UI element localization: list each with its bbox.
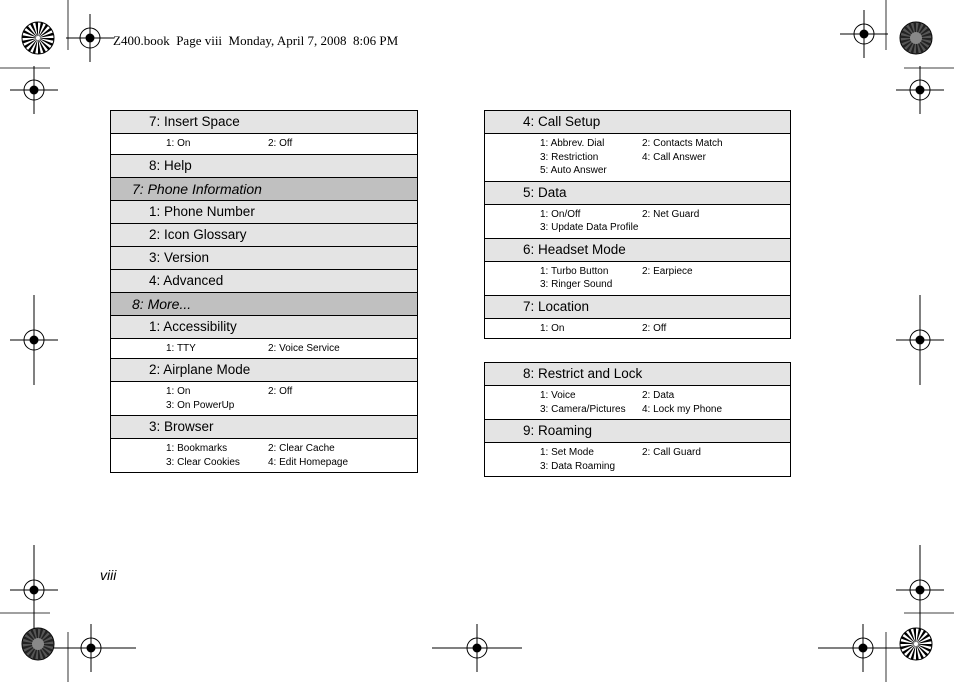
pinwheel-mark-icon bbox=[21, 627, 55, 661]
menu-option: 3: On PowerUp bbox=[166, 399, 235, 411]
page-number: viii bbox=[100, 567, 117, 583]
menu-option: 1: On/Off bbox=[540, 208, 581, 220]
menu-option: 1: Abbrev. Dial bbox=[540, 138, 605, 149]
pinwheel-mark-icon bbox=[899, 627, 933, 661]
registration-mark-icon bbox=[840, 10, 888, 58]
pinwheel-mark-icon bbox=[899, 21, 933, 55]
menu-option: 5: Auto Answer bbox=[540, 165, 607, 176]
menu-option: 3: Data Roaming bbox=[540, 460, 616, 472]
menu-option: 3: Camera/Pictures bbox=[540, 403, 626, 415]
menu-option: 2: Earpiece bbox=[642, 265, 693, 277]
menu-table-right-bottom bbox=[484, 363, 791, 477]
registration-mark-icon bbox=[46, 624, 136, 672]
submenu-options bbox=[484, 318, 791, 340]
menu-item: 7: Insert Space bbox=[110, 110, 418, 134]
menu-option: 3: Clear Cookies bbox=[166, 456, 240, 468]
submenu-options bbox=[484, 133, 791, 182]
menu-option: 1: Voice bbox=[540, 390, 576, 401]
menu-item: 1: Phone Number bbox=[110, 200, 418, 224]
menu-item: 8: Help bbox=[110, 154, 418, 178]
registration-mark-icon bbox=[432, 624, 522, 672]
menu-item: 3: Version bbox=[110, 246, 418, 270]
menu-item: 9: Roaming bbox=[484, 419, 791, 443]
submenu-options bbox=[110, 338, 418, 360]
menu-item: 4: Advanced bbox=[110, 269, 418, 293]
menu-option: 1: Set Mode bbox=[540, 447, 594, 458]
menu-section-heading: 8: More... bbox=[110, 292, 418, 316]
menu-item: 2: Icon Glossary bbox=[110, 223, 418, 247]
menu-option: 2: Clear Cache bbox=[268, 443, 335, 454]
menu-item: 7: Location bbox=[484, 295, 791, 319]
menu-option: 2: Call Guard bbox=[642, 447, 701, 458]
menu-item: 6: Headset Mode bbox=[484, 238, 791, 262]
menu-option: 2: Off bbox=[268, 138, 293, 149]
menu-option: 1: On bbox=[166, 386, 191, 397]
registration-mark-icon bbox=[10, 66, 58, 114]
submenu-options bbox=[484, 385, 791, 420]
registration-mark-icon bbox=[10, 295, 58, 385]
submenu-options bbox=[110, 438, 418, 473]
registration-mark-icon bbox=[896, 545, 944, 635]
menu-section-heading: 7: Phone Information bbox=[110, 177, 418, 201]
menu-item: 8: Restrict and Lock bbox=[484, 362, 791, 386]
menu-option: 3: Restriction bbox=[540, 151, 599, 163]
menu-option: 2: Off bbox=[268, 386, 293, 397]
menu-option: 1: Turbo Button bbox=[540, 265, 609, 277]
registration-mark-icon bbox=[10, 545, 58, 635]
menu-option: 1: TTY bbox=[166, 342, 196, 354]
registration-mark-icon bbox=[66, 14, 114, 62]
registration-mark-icon bbox=[818, 624, 908, 672]
menu-option: 4: Edit Homepage bbox=[268, 456, 349, 468]
menu-item: 2: Airplane Mode bbox=[110, 358, 418, 382]
submenu-options bbox=[484, 442, 791, 477]
menu-table-left bbox=[110, 111, 418, 473]
menu-option: 3: Update Data Profile bbox=[540, 222, 639, 233]
menu-item: 5: Data bbox=[484, 181, 791, 205]
menu-option: 1: On bbox=[166, 138, 191, 149]
pinwheel-mark-icon bbox=[21, 21, 55, 55]
menu-item: 3: Browser bbox=[110, 415, 418, 439]
menu-option: 2: Voice Service bbox=[268, 342, 340, 354]
menu-option: 2: Off bbox=[642, 322, 667, 334]
menu-option: 1: On bbox=[540, 322, 565, 334]
submenu-options bbox=[110, 133, 418, 155]
menu-option: 2: Data bbox=[642, 390, 675, 401]
print-header: Z400.book Page viii Monday, April 7, 2008 8:06 PM bbox=[113, 33, 399, 48]
menu-item: 4: Call Setup bbox=[484, 110, 791, 134]
menu-option: 2: Net Guard bbox=[642, 208, 700, 220]
registration-mark-icon bbox=[896, 295, 944, 385]
menu-option: 4: Lock my Phone bbox=[642, 403, 723, 415]
menu-option: 2: Contacts Match bbox=[642, 138, 723, 149]
submenu-options bbox=[484, 261, 791, 296]
submenu-options bbox=[484, 204, 791, 239]
menu-item: 1: Accessibility bbox=[110, 315, 418, 339]
menu-option: 3: Ringer Sound bbox=[540, 279, 613, 290]
submenu-options bbox=[110, 381, 418, 416]
registration-mark-icon bbox=[896, 66, 944, 114]
menu-table-right-top bbox=[484, 111, 791, 339]
menu-option: 1: Bookmarks bbox=[166, 443, 228, 454]
menu-option: 4: Call Answer bbox=[642, 151, 706, 163]
